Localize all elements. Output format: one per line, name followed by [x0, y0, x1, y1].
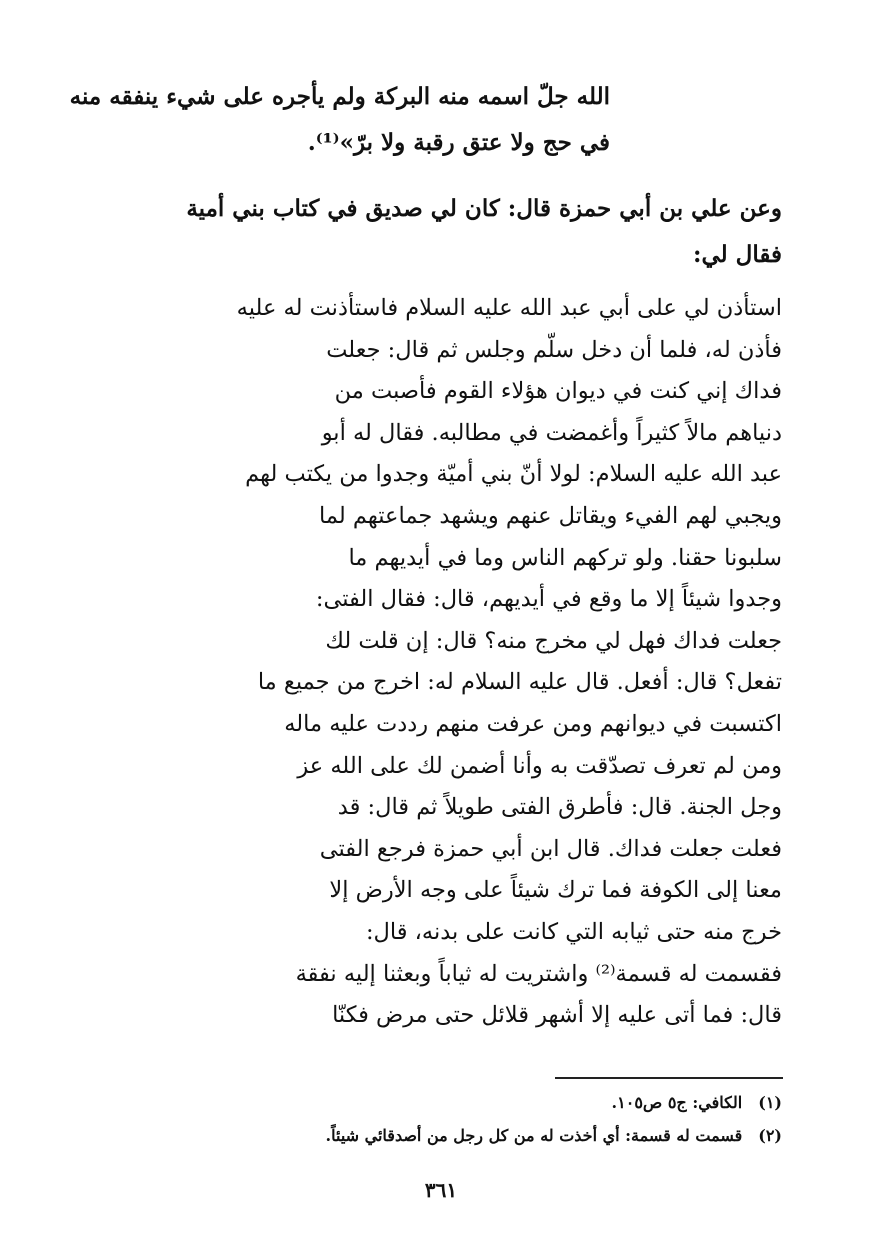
- footnote-number: (١): [758, 1093, 782, 1112]
- paragraph-narration: [92, 288, 782, 1037]
- text-line: اكتسبت في ديوانهم ومن عرفت منهم رددت عليه ماله: [284, 710, 782, 737]
- text-line: في حج ولا عتق رقبة ولا برّ»⁽¹⁾.: [307, 129, 610, 156]
- text-line: وعن علي بن أبي حمزة قال: كان لي صديق في كتاب بني أمية: [186, 195, 782, 222]
- text-line: جعلت فداك فهل لي مخرج منه؟ قال: إن قلت لك: [325, 627, 782, 654]
- footnote: [326, 1126, 782, 1145]
- text-line: فقسمت له قسمة⁽²⁾ واشتريت له ثياباً وبعثنا إليه نفقة: [295, 960, 782, 987]
- text-line: فداك إني كنت في ديوان هؤلاء القوم فأصبت من: [334, 378, 782, 405]
- text-line: فأذن له، فلما أن دخل سلّم وجلس ثم قال: جعلت: [326, 336, 782, 363]
- text-line: ومن لم تعرف تصدّقت به وأنا أضمن لك على الله عز: [297, 752, 782, 779]
- text-line: الله جلّ اسمه منه البركة ولم يأجره على شيء ينفقه منه: [69, 83, 610, 110]
- text-line: معنا إلى الكوفة فما ترك شيئاً على وجه الأرض إلا: [329, 877, 782, 904]
- text-line: فعلت جعلت فداك. قال ابن أبي حمزة فرجع الفتى: [319, 835, 782, 862]
- text-line: وجدوا شيئاً إلا ما وقع في أيديهم، قال: فقال الفتى:: [315, 586, 782, 613]
- text-line: ويجبي لهم الفيء ويقاتل عنهم ويشهد جماعتهم لما: [319, 502, 782, 529]
- footnote-divider: [555, 1077, 783, 1079]
- footnote-text: قسمت له قسمة: أي أخذت له من كل رجل من أصدقائي شيئاً.: [325, 1126, 743, 1145]
- text-line: دنياهم مالاً كثيراً وأغمضت في مطالبه. فقال له أبو: [321, 419, 782, 446]
- paragraph-continuation: [69, 74, 610, 166]
- footnote-number: (٢): [758, 1126, 782, 1145]
- page-number: ٣٦١: [424, 1178, 458, 1202]
- text-line: قال: فما أتى عليه إلا أشهر قلائل حتى مرض فكنّا: [332, 1002, 782, 1029]
- text-line: تفعل؟ قال: أفعل. قال عليه السلام له: اخرج من جميع ما: [257, 669, 782, 696]
- paragraph-intro: [92, 186, 782, 278]
- text-line: سلبونا حقنا. ولو تركهم الناس وما في أيديهم ما: [348, 544, 782, 571]
- text-line: وجل الجنة. قال: فأطرق الفتى طويلاً ثم قال: قد: [337, 794, 782, 821]
- text-line: خرج منه حتى ثيابه التي كانت على بدنه، قال:: [365, 918, 782, 945]
- text-line: فقال لي:: [692, 241, 782, 268]
- text-line: استأذن لي على أبي عبد الله عليه السلام فاستأذنت له عليه: [236, 295, 782, 321]
- footnote-text: الكافي: ج٥ ص١٠٥.: [611, 1093, 743, 1112]
- text-line: عبد الله عليه السلام: لولا أنّ بني أميّة وجدوا من يكتب لهم: [245, 461, 782, 488]
- footnote: [612, 1093, 782, 1112]
